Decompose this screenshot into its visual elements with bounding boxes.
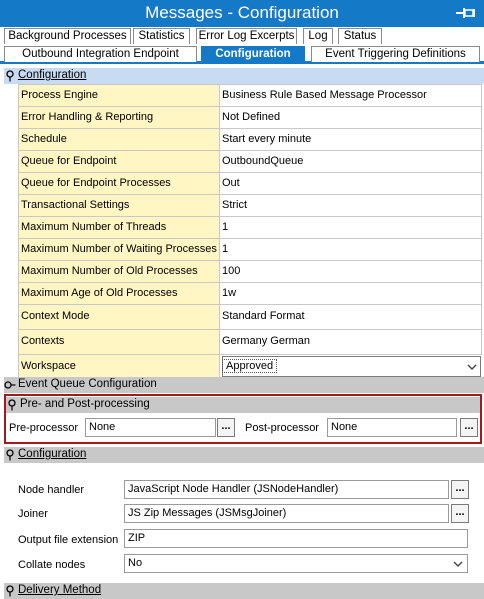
- pin-collapse-icon: [6, 399, 18, 411]
- grid-key: Schedule: [18, 129, 220, 150]
- grid-value[interactable]: Germany German: [220, 330, 482, 354]
- grid-key: Maximum Number of Threads: [18, 217, 220, 238]
- chevron-down-icon: [467, 362, 477, 372]
- collate-nodes-value: No: [128, 557, 143, 569]
- grid-value[interactable]: 1: [220, 217, 482, 238]
- title-bar: [0, 0, 484, 27]
- section-configuration[interactable]: [4, 68, 484, 84]
- grid-row[interactable]: [18, 85, 482, 107]
- grid-value[interactable]: Not Defined: [220, 107, 482, 128]
- workspace-select-value: Approved: [223, 360, 276, 372]
- pre-processor-field[interactable]: None: [85, 418, 216, 437]
- property-grid: [18, 84, 482, 380]
- grid-value[interactable]: 100: [220, 261, 482, 282]
- grid-row[interactable]: [18, 330, 482, 355]
- tab-outbound-integration-endpoint[interactable]: Outbound Integration Endpoint: [4, 46, 197, 62]
- section-title: Event Queue Configuration: [18, 378, 157, 390]
- grid-row[interactable]: [18, 283, 482, 305]
- grid-value[interactable]: 1: [220, 239, 482, 260]
- grid-key: Maximum Number of Old Processes: [18, 261, 220, 282]
- grid-key: Transactional Settings: [18, 195, 220, 216]
- section-configuration-2[interactable]: [4, 447, 484, 463]
- grid-key: Context Mode: [18, 305, 220, 329]
- pin-collapse-icon: [4, 70, 16, 82]
- pre-processor-browse-button[interactable]: ...: [217, 418, 235, 437]
- tab-configuration[interactable]: Configuration: [201, 46, 305, 62]
- node-handler-field[interactable]: JavaScript Node Handler (JSNodeHandler): [124, 480, 449, 499]
- grid-row[interactable]: [18, 195, 482, 217]
- grid-key: Maximum Age of Old Processes: [18, 283, 220, 304]
- tab-row-top: [0, 27, 484, 44]
- pin-collapse-icon: [4, 449, 16, 461]
- grid-key: Error Handling & Reporting: [18, 107, 220, 128]
- grid-key: Process Engine: [18, 85, 220, 106]
- window-title: Messages - Configuration: [145, 3, 339, 22]
- section-pre-post-processing[interactable]: [6, 397, 480, 413]
- chevron-down-icon: [453, 559, 463, 569]
- grid-row[interactable]: [18, 129, 482, 151]
- joiner-label: Joiner: [18, 508, 48, 520]
- grid-value[interactable]: 1w: [220, 283, 482, 304]
- output-file-extension-label: Output file extension: [18, 534, 119, 546]
- collate-nodes-select[interactable]: [124, 554, 468, 573]
- section-title: Configuration: [18, 448, 87, 460]
- post-processor-field[interactable]: None: [327, 418, 457, 437]
- grid-row[interactable]: [18, 107, 482, 129]
- section-event-queue-configuration[interactable]: [4, 377, 484, 393]
- grid-row[interactable]: [18, 217, 482, 239]
- tab-log[interactable]: Log: [303, 28, 333, 44]
- output-file-extension-field[interactable]: ZIP: [124, 529, 468, 548]
- grid-value[interactable]: Strict: [220, 195, 482, 216]
- tab-error-log-excerpts[interactable]: Error Log Excerpts: [196, 28, 297, 44]
- grid-value[interactable]: Start every minute: [220, 129, 482, 150]
- grid-key: Workspace: [18, 355, 220, 379]
- grid-key: Queue for Endpoint: [18, 151, 220, 172]
- section-delivery-method[interactable]: [4, 583, 484, 599]
- grid-key: Queue for Endpoint Processes: [18, 173, 220, 194]
- workspace-select[interactable]: [222, 356, 481, 377]
- tab-status[interactable]: Status: [338, 28, 382, 44]
- joiner-browse-button[interactable]: ...: [451, 504, 469, 523]
- grid-value[interactable]: Out: [220, 173, 482, 194]
- pin-collapse-icon: [4, 585, 16, 597]
- tab-background-processes[interactable]: Background Processes: [4, 28, 131, 44]
- section-title: Pre- and Post-processing: [20, 398, 150, 410]
- grid-value[interactable]: Standard Format: [220, 305, 482, 329]
- post-processor-browse-button[interactable]: ...: [460, 418, 478, 437]
- grid-row[interactable]: [18, 261, 482, 283]
- grid-key: Contexts: [18, 330, 220, 354]
- grid-key: Maximum Number of Waiting Processes: [18, 239, 220, 260]
- pre-processor-label: Pre-processor: [9, 422, 79, 434]
- joiner-field[interactable]: JS Zip Messages (JSMsgJoiner): [124, 504, 449, 523]
- section-title: Delivery Method: [18, 584, 102, 596]
- node-handler-label: Node handler: [18, 484, 85, 496]
- pin-icon[interactable]: [456, 5, 476, 21]
- tab-event-triggering-definitions[interactable]: Event Triggering Definitions: [311, 46, 480, 62]
- grid-row[interactable]: [18, 305, 482, 330]
- pin-expand-icon: [4, 379, 16, 391]
- grid-value[interactable]: Business Rule Based Message Processor: [220, 85, 482, 106]
- tab-statistics[interactable]: Statistics: [133, 28, 190, 44]
- grid-row[interactable]: [18, 239, 482, 261]
- collate-nodes-label: Collate nodes: [18, 559, 86, 571]
- grid-row[interactable]: [18, 151, 482, 173]
- node-handler-browse-button[interactable]: ...: [451, 480, 469, 499]
- post-processor-label: Post-processor: [245, 422, 319, 434]
- grid-row[interactable]: [18, 173, 482, 195]
- section-title: Configuration: [18, 69, 87, 81]
- tab-row-bottom: [0, 44, 484, 64]
- grid-value[interactable]: OutboundQueue: [220, 151, 482, 172]
